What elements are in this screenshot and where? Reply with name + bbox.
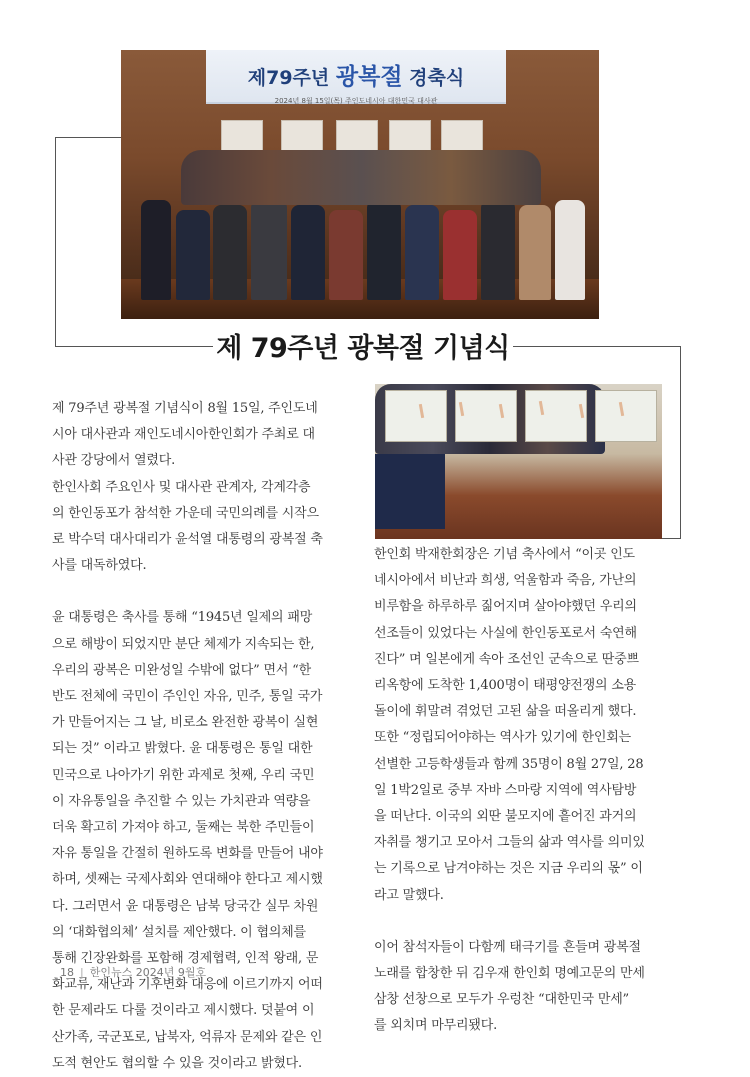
- paragraph-line: 으로 해방이 되었지만 분단 체제가 지속되는 한,: [52, 636, 315, 652]
- paragraph-line: 도적 현안도 협의할 수 있을 것이라고 밝혔다.: [52, 1055, 302, 1071]
- banner-title-prefix: 제79주년: [247, 67, 330, 89]
- paragraph-line: 사를 대독하였다.: [52, 558, 147, 574]
- publication-name: 한인뉴스 2024년 9월호: [89, 966, 207, 979]
- person-figure: [555, 200, 585, 300]
- hall-window: [595, 390, 657, 442]
- event-banner: [206, 50, 506, 104]
- paragraph-line: 하며, 셋째는 국제사회와 연대해야 한다고 제시했: [52, 872, 323, 888]
- person-figure: [443, 210, 477, 300]
- celebration-photo: [375, 384, 662, 539]
- person-figure: [367, 200, 401, 300]
- frame-line-right: [680, 346, 681, 538]
- paragraph-line: 산가족, 국군포로, 납북자, 억류자 문제와 같은 인: [52, 1029, 323, 1045]
- paragraph-line: 을 떠난다. 이국의 외딴 불모지에 흩어진 과거의: [374, 809, 637, 825]
- article-column-right: [374, 542, 674, 1040]
- paragraph-line: 선조들이 있었다는 사실에 한인동포로서 숙연해: [374, 625, 637, 641]
- paragraph-gap: [52, 579, 372, 605]
- hall-window: [385, 390, 447, 442]
- paragraph-line: 또한 “정립되어야하는 역사가 있기에 한인회는: [374, 730, 631, 746]
- article-headline: 제 79주년 광복절 기념식: [213, 329, 513, 369]
- paragraph-line: 통해 긴장완화를 포함해 경제협력, 인적 왕래, 문: [52, 951, 319, 967]
- banner-title: [206, 50, 506, 91]
- paragraph-line: 우리의 광복은 미완성일 수밖에 없다” 면서 “한: [52, 662, 311, 678]
- person-figure: [291, 205, 325, 300]
- paragraph-line: 다. 그러면서 윤 대통령은 남북 당국간 실무 차원: [52, 898, 319, 914]
- banner-title-main: 광복절: [335, 64, 403, 90]
- footer-separator: |: [80, 966, 84, 979]
- paragraph-line: 한 문제라도 다룰 것이라고 제시했다. 덧붙여 이: [52, 1003, 315, 1019]
- paragraph-line: 민국으로 나아가기 위한 과제로 첫째, 우리 국민: [52, 767, 315, 783]
- frame-line-right-top: [510, 346, 680, 347]
- paragraph-line: 화교류, 재난과 기후변화 대응에 이르기까지 어떠: [52, 977, 323, 993]
- frame-line-left: [55, 137, 56, 346]
- paragraph-line: 제 79주년 광복절 기념식이 8월 15일, 주인도네: [52, 401, 318, 416]
- frame-line-left-top: [55, 137, 121, 138]
- paragraph-line: 네시아에서 비난과 희생, 억울함과 죽음, 가난의: [374, 573, 637, 589]
- paragraph-line: 가 만들어지는 그 날, 비로소 완전한 광복이 실현: [52, 715, 319, 731]
- paragraph-line: 라고 말했다.: [374, 887, 444, 903]
- person-figure: [141, 200, 171, 300]
- paragraph-line: 사관 강당에서 열렸다.: [52, 453, 176, 469]
- paragraph-line: 삼창 선창으로 모두가 우렁찬 “대한민국 만세”: [374, 992, 629, 1008]
- hall-window: [525, 390, 587, 442]
- paragraph-line: 노래를 합창한 뒤 김우재 한인회 명예고문의 만세: [374, 966, 645, 982]
- person-figure: [213, 205, 247, 300]
- back-row-crowd: [181, 150, 541, 205]
- paragraph-line: 자유 통일을 간절히 원하도록 변화를 만들어 내야: [52, 846, 323, 862]
- person-figure: [375, 454, 445, 529]
- frame-line-right-bottom: [662, 538, 681, 539]
- person-figure: [405, 205, 439, 300]
- paragraph-line: 한인회 박재한회장은 기념 축사에서 “이곳 인도: [374, 547, 635, 562]
- paragraph-line: 반도 전체에 국민이 주인인 자유, 민주, 통일 국가: [52, 689, 323, 705]
- paragraph-line: 의 한인동포가 참석한 가운데 국민의례를 시작으: [52, 505, 319, 521]
- person-figure: [251, 200, 287, 300]
- paragraph-line: 비루함을 하루하루 짊어지며 살아야했던 우리의: [374, 599, 637, 615]
- paragraph-line: 선별한 고등학생들과 함께 35명이 8월 27일, 28: [374, 756, 644, 772]
- person-figure: [519, 205, 551, 300]
- paragraph-line: 이 자유통일을 추진할 수 있는 가치관과 역량을: [52, 793, 311, 809]
- paragraph-line: 진다” 며 일본에게 속아 조선인 군속으로 딴중쁘: [374, 651, 639, 667]
- person-figure: [481, 200, 515, 300]
- banner-subtitle: 2024년 8월 15일(목) 주인도네시아 대한민국 대사관: [274, 97, 438, 105]
- frame-line-left-bottom: [55, 346, 215, 347]
- person-figure: [176, 210, 210, 300]
- paragraph-line: 한인사회 주요인사 및 대사관 관계자, 각계각층: [52, 479, 311, 495]
- page-number: 18: [60, 966, 74, 979]
- ceremony-group-photo: [121, 50, 599, 319]
- paragraph-line: 되는 것” 이라고 밝혔다. 윤 대통령은 통일 대한: [52, 741, 313, 757]
- hall-window: [455, 390, 517, 442]
- paragraph-line: 는 기록으로 남겨야하는 것은 지금 우리의 몫” 이: [374, 861, 643, 877]
- paragraph-line: 돌이에 휘말려 겪었던 고된 삶을 떠올리게 했다.: [374, 704, 637, 720]
- paragraph-line: 이어 참석자들이 다함께 태극기를 흔들며 광복절: [374, 939, 641, 955]
- page-footer: [60, 964, 206, 980]
- paragraph-line: 윤 대통령은 축사를 통해 “1945년 일제의 패망: [52, 610, 313, 626]
- paragraph-line: 시아 대사관과 재인도네시아한인회가 주최로 대: [52, 427, 315, 443]
- paragraph-line: 로 박수덕 대사대리가 윤석열 대통령의 광복절 축: [52, 532, 323, 548]
- banner-title-suffix: 경축식: [409, 67, 465, 89]
- paragraph-line: 를 외치며 마무리됐다.: [374, 1018, 498, 1034]
- paragraph-line: 일 1박2일로 중부 자바 스마랑 지역에 역사탐방: [374, 782, 637, 798]
- person-figure: [329, 210, 363, 300]
- paragraph-gap: [374, 909, 674, 935]
- paragraph-line: 더욱 확고히 가져야 하고, 둘째는 북한 주민들이: [52, 820, 315, 836]
- paragraph-line: 리옥항에 도착한 1,400명이 태평양전쟁의 소용: [374, 678, 637, 694]
- paragraph-line: 자취를 챙기고 모아서 그들의 삶과 역사를 의미있: [374, 835, 645, 851]
- paragraph-line: 의 ‘대화협의체’ 설치를 제안했다. 이 협의체를: [52, 924, 306, 940]
